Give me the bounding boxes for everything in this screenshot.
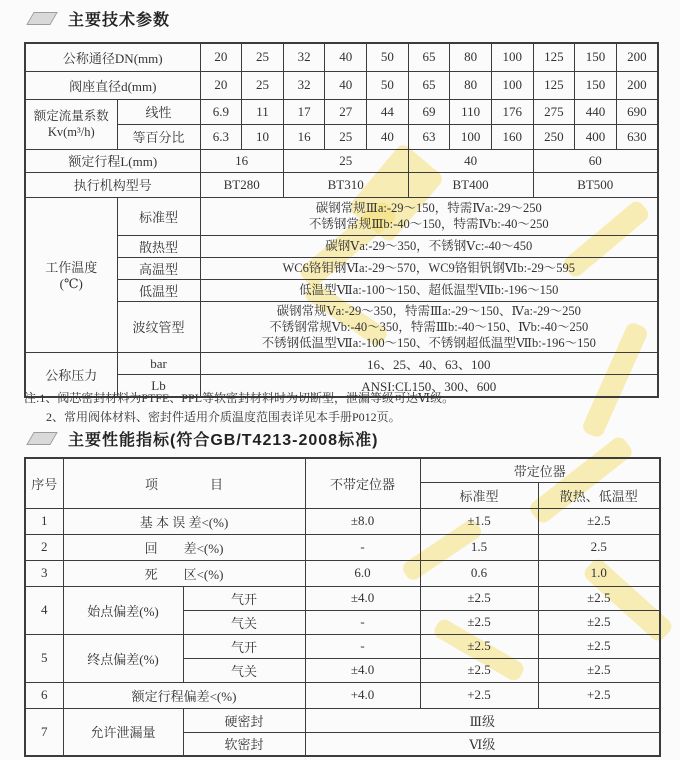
- temp-bellows-range: [200, 301, 658, 353]
- temp-range-line: 不锈钢常规Ⅴb:-40～350，特需Ⅲb:-40～150、Ⅳb:-40～250: [269, 319, 589, 334]
- section-title-performance: [22, 427, 378, 450]
- seat-value: 80: [450, 71, 492, 99]
- dn-value: 125: [533, 43, 575, 71]
- header-item: 项 目: [63, 458, 305, 508]
- kv-eqpct-value: 16: [283, 124, 325, 149]
- seat-value: 65: [408, 71, 450, 99]
- value-standard: ±2.5: [420, 658, 538, 682]
- row-item: 额定行程偏差<(%): [63, 682, 305, 708]
- seat-value: 32: [283, 71, 325, 99]
- row-item: 基 本 误 差<(%): [63, 508, 305, 534]
- kv-eqpct-value: 63: [408, 124, 450, 149]
- kv-eqpct-value: 40: [367, 124, 409, 149]
- sub-item-air-close: 气关: [183, 610, 305, 634]
- pressure-label-cell: 公称压力: [25, 353, 117, 398]
- kv-label-cell: [25, 99, 117, 149]
- table-header-row: [25, 458, 660, 482]
- seat-value: 125: [533, 71, 575, 99]
- seat-value: 100: [491, 71, 533, 99]
- temp-low-range: 低温型Ⅶa:-100～150、超低温型Ⅶb:-196～150: [200, 279, 658, 301]
- kv-label-line1: 额定流量系数: [33, 108, 109, 123]
- value-heat-low: 1.0: [538, 560, 660, 586]
- temp-range-line: 碳钢常规Ⅲa:-29～150，特需Ⅳa:-29～250: [315, 200, 542, 215]
- kv-linear-value: 69: [408, 99, 450, 124]
- table-row: [25, 508, 660, 534]
- row-no: 1: [25, 508, 63, 534]
- performance-table: [24, 457, 661, 757]
- actuator-value: BT310: [283, 172, 408, 197]
- table-row: [25, 99, 658, 124]
- value-standard: 1.5: [420, 534, 538, 560]
- value-heat-low: +2.5: [538, 682, 660, 708]
- kv-eqpct-value: 25: [325, 124, 367, 149]
- seat-label-cell: 阀座直径d(mm): [25, 71, 200, 99]
- value-leakage-hard: Ⅲ级: [305, 708, 660, 732]
- pressure-lb-label: Lb: [117, 375, 200, 398]
- table-row: [25, 197, 658, 235]
- temp-label-cell: [25, 197, 117, 353]
- kv-linear-value: 110: [450, 99, 492, 124]
- dn-label-cell: 公称通径DN(mm): [25, 43, 200, 71]
- kv-eqpct-value: 10: [242, 124, 284, 149]
- header-without-positioner: 不带定位器: [305, 458, 420, 508]
- value-heat-low: ±2.5: [538, 634, 660, 658]
- kv-label-line2: Kv(m³/h): [47, 125, 95, 139]
- value-heat-low: ±2.5: [538, 610, 660, 634]
- kv-eqpct-value: 250: [533, 124, 575, 149]
- pressure-bar-label: bar: [117, 353, 200, 375]
- table-row: [25, 560, 660, 586]
- table-row: [25, 708, 660, 732]
- temp-high-range: WC6铬钼钢Ⅵa:-29～570，WC9铬钼钒钢Ⅵb:-29～595: [200, 257, 658, 279]
- sub-item-air-open: 气开: [183, 586, 305, 610]
- dn-value: 80: [450, 43, 492, 71]
- kv-linear-value: 27: [325, 99, 367, 124]
- value-without: -: [305, 634, 420, 658]
- parallelogram-bullet-icon: [26, 432, 58, 445]
- temp-type-bellows: 波纹管型: [117, 301, 200, 353]
- sub-item-air-close: 气关: [183, 658, 305, 682]
- value-heat-low: ±2.5: [538, 508, 660, 534]
- seat-value: 25: [242, 71, 284, 99]
- table-row: [25, 634, 660, 658]
- table-row: [25, 586, 660, 610]
- table-row: [25, 682, 660, 708]
- actuator-value: BT280: [200, 172, 283, 197]
- seat-value: 200: [616, 71, 658, 99]
- kv-linear-value: 17: [283, 99, 325, 124]
- row-item: 死 区<(%): [63, 560, 305, 586]
- temp-range-line: 碳钢常规Ⅴa:-29～350，特需Ⅲa:-29～150、Ⅳa:-29～250: [276, 303, 581, 318]
- dn-value: 20: [200, 43, 242, 71]
- kv-linear-value: 6.9: [200, 99, 242, 124]
- dn-value: 65: [408, 43, 450, 71]
- row-no: 7: [25, 708, 63, 756]
- table-row: [25, 301, 658, 353]
- kv-eqpct-value: 100: [450, 124, 492, 149]
- value-without: ±4.0: [305, 658, 420, 682]
- value-heat-low: ±2.5: [538, 658, 660, 682]
- kv-eqpct-value: 6.3: [200, 124, 242, 149]
- value-standard: +2.5: [420, 682, 538, 708]
- table-row: [25, 534, 660, 560]
- table-row: [25, 235, 658, 257]
- parallelogram-bullet-icon: [26, 12, 58, 25]
- stroke-value: 60: [533, 149, 658, 172]
- row-item: 允许泄漏量: [63, 708, 183, 756]
- kv-linear-value: 275: [533, 99, 575, 124]
- stroke-label-cell: 额定行程L(mm): [25, 149, 200, 172]
- pressure-bar-value: 16、25、40、63、100: [200, 353, 658, 375]
- value-without: -: [305, 534, 420, 560]
- dn-value: 40: [325, 43, 367, 71]
- section-title-text: 主要性能指标(符合GB/T4213-2008标准): [68, 432, 379, 449]
- dn-value: 25: [242, 43, 284, 71]
- value-standard: ±2.5: [420, 610, 538, 634]
- row-no: 3: [25, 560, 63, 586]
- value-standard: ±2.5: [420, 586, 538, 610]
- footnotes: [24, 389, 454, 427]
- header-no: 序号: [25, 458, 63, 508]
- table-row: [25, 353, 658, 375]
- value-standard: ±2.5: [420, 634, 538, 658]
- value-without: 6.0: [305, 560, 420, 586]
- dn-value: 32: [283, 43, 325, 71]
- kv-linear-value: 11: [242, 99, 284, 124]
- footnote-2: 2、常用阀体材料、密封件适用介质温度范围表详见本手册P012页。: [46, 410, 401, 425]
- seat-value: 20: [200, 71, 242, 99]
- row-item: 回 差<(%): [63, 534, 305, 560]
- sub-item-air-open: 气开: [183, 634, 305, 658]
- stroke-value: 25: [283, 149, 408, 172]
- temp-range-line: 不锈钢低温型Ⅶa:-100～150、不锈钢超低温型Ⅶb:-196～150: [261, 336, 596, 350]
- value-standard: ±1.5: [420, 508, 538, 534]
- header-heat-low: 散热、低温型: [538, 482, 660, 508]
- dn-value: 200: [616, 43, 658, 71]
- sub-item-hard-seal: 硬密封: [183, 708, 305, 732]
- row-no: 5: [25, 634, 63, 682]
- row-no: 6: [25, 682, 63, 708]
- seat-value: 150: [575, 71, 617, 99]
- table-row: [25, 124, 658, 149]
- table-row: [25, 279, 658, 301]
- kv-eqpct-label: 等百分比: [117, 124, 200, 149]
- stroke-value: 40: [408, 149, 533, 172]
- value-without: -: [305, 610, 420, 634]
- row-no: 4: [25, 586, 63, 634]
- temp-radiating-range: 碳钢Ⅴa:-29～350，不锈钢Ⅴc:-40～450: [200, 235, 658, 257]
- value-heat-low: 2.5: [538, 534, 660, 560]
- temp-type-standard: 标准型: [117, 197, 200, 235]
- value-leakage-soft: Ⅵ级: [305, 732, 660, 756]
- kv-linear-value: 690: [616, 99, 658, 124]
- section-title-tech: [22, 7, 170, 30]
- section-title-text: 主要技术参数: [68, 12, 171, 29]
- value-heat-low: ±2.5: [538, 586, 660, 610]
- pressure-lb-value: ANSI:CL150、300、600: [200, 375, 658, 398]
- value-without: ±4.0: [305, 586, 420, 610]
- kv-linear-value: 44: [367, 99, 409, 124]
- temp-type-low: 低温型: [117, 279, 200, 301]
- kv-eqpct-value: 630: [616, 124, 658, 149]
- kv-linear-value: 176: [491, 99, 533, 124]
- table-row: [25, 257, 658, 279]
- footnote-1: 注:1、阀芯密封材料为PTFE、PPL等软密封材料时为切断型，泄漏等级可达Ⅵ级。: [24, 391, 455, 405]
- value-without: ±8.0: [305, 508, 420, 534]
- row-no: 2: [25, 534, 63, 560]
- kv-linear-value: 440: [575, 99, 617, 124]
- row-item: 始点偏差(%): [63, 586, 183, 634]
- temp-type-high: 高温型: [117, 257, 200, 279]
- header-with-positioner: 带定位器: [420, 458, 660, 482]
- temp-label-line1: 工作温度: [45, 260, 98, 276]
- actuator-value: BT500: [533, 172, 658, 197]
- actuator-value: BT400: [408, 172, 533, 197]
- kv-eqpct-value: 400: [575, 124, 617, 149]
- value-standard: 0.6: [420, 560, 538, 586]
- actuator-label-cell: 执行机构型号: [25, 172, 200, 197]
- dn-value: 150: [575, 43, 617, 71]
- table-row: [25, 149, 658, 172]
- header-standard: 标准型: [420, 482, 538, 508]
- seat-value: 50: [367, 71, 409, 99]
- sub-item-soft-seal: 软密封: [183, 732, 305, 756]
- dn-value: 50: [367, 43, 409, 71]
- temp-standard-range: [200, 197, 658, 235]
- temp-type-radiating: 散热型: [117, 235, 200, 257]
- table-row: [25, 172, 658, 197]
- dn-value: 100: [491, 43, 533, 71]
- kv-linear-label: 线性: [117, 99, 200, 124]
- value-without: +4.0: [305, 682, 420, 708]
- tech-params-table: [24, 42, 659, 398]
- temp-label-line2: (℃): [59, 276, 83, 292]
- temp-range-line: 不锈钢常规Ⅲb:-40～150，特需Ⅳb:-40～250: [308, 217, 549, 231]
- row-item: 终点偏差(%): [63, 634, 183, 682]
- kv-eqpct-value: 160: [491, 124, 533, 149]
- stroke-value: 16: [200, 149, 283, 172]
- table-row: [25, 71, 658, 99]
- seat-value: 40: [325, 71, 367, 99]
- table-row: [25, 43, 658, 71]
